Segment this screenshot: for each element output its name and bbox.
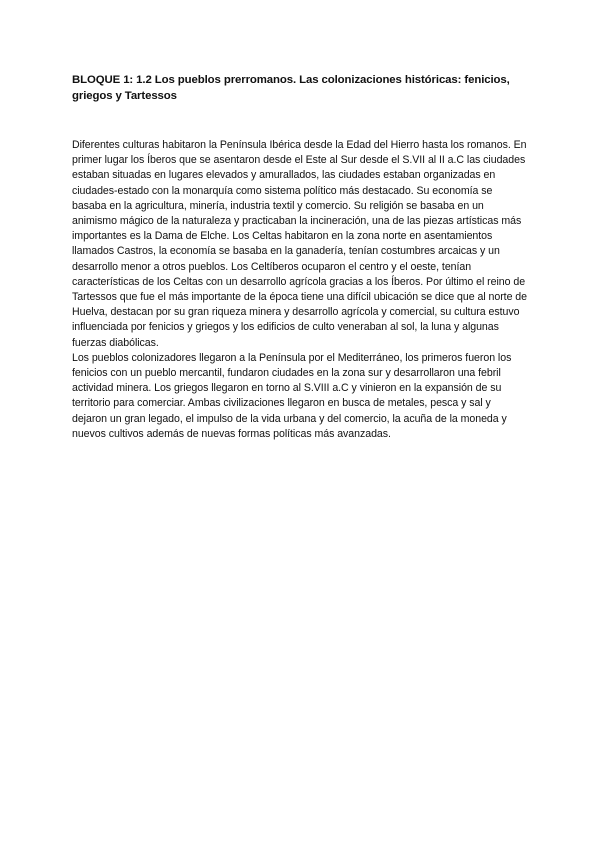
title-spacer xyxy=(72,104,528,138)
paragraph-pueblos-prerromanos: Diferentes culturas habitaron la Península Ibérica desde la Edad del Hierro hasta los romanos. En primer lugar los Íberos que se asentaron desde el Este al Sur desde el S.VII al II a.C las ciudades estaban situadas en lugares elevados y amurallados, las ciudades estaban organizadas en ciudades-estado con la monarquía como sistema político más destacado. Su economía se basaba en la agricultura, minería, industria textil y comercio. Su religión se basaba en un animismo mágico de la naturaleza y practicaban la incineración, una de las piezas artísticas más importantes es la Dama de Elche. Los Celtas habitaron en la zona norte en asentamientos llamados Castros, la economía se basaba en la ganadería, tenían costumbres arcaicas y un desarrollo menor a otros pueblos. Los Celtíberos ocuparon el centro y el oeste, tenían características de los Celtas con un desarrollo agrícola gracias a los Íberos. Por último el reino de Tartessos que fue el más importante de la época tiene una difícil ubicación se dice que al norte de Huelva, destacan por su gran riqueza minera y desarrollo agrícola y comercial, su cultura estuvo influenciada por fenicios y griegos y los edificios de culto veneraban al sol, la luna y algunas fuerzas diabólicas. xyxy=(72,139,527,349)
paragraph-colonizaciones: Los pueblos colonizadores llegaron a la Península por el Mediterráneo, los primeros fueron los fenicios con un pueblo mercantil, fundaron ciudades en la zona sur y desarrollaron una febril actividad minera. Los griegos llegaron en torno al S.VIII a.C y vinieron en la expansión de su territorio para comerciar. Ambas civilizaciones llegaron en busca de metales, pesca y sal y dejaron un gran legado, el impulso de la vida urbana y del comercio, la acuña de la moneda y nuevos cultivos además de nuevas formas políticas más avanzadas. xyxy=(72,351,512,440)
document-page xyxy=(72,72,528,442)
document-title: BLOQUE 1: 1.2 Los pueblos prerromanos. Las colonizaciones históricas: fenicios, griegos y Tartessos xyxy=(72,74,510,102)
